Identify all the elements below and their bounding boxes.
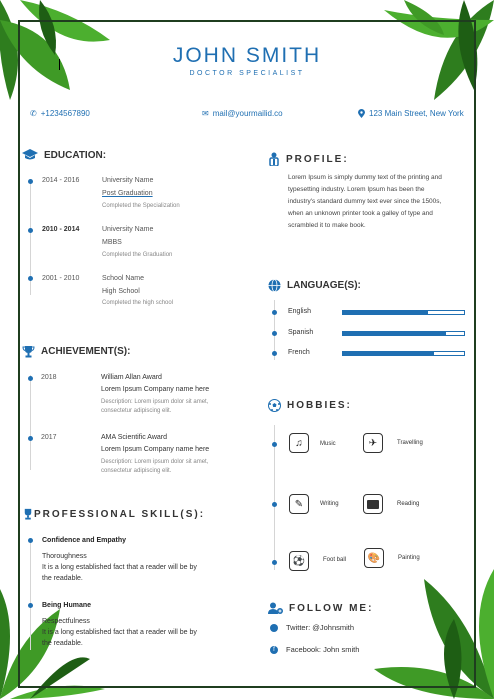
timeline-dot — [272, 351, 277, 356]
profile-line: industry's standard dummy text ever since the 1500s, — [288, 198, 442, 205]
achievement-company: Lorem Ipsum Company name here — [101, 386, 210, 393]
achievement-description: Description: Lorem ipsum dolor sit amet, — [101, 399, 209, 405]
profile-line: when an unknown printer took a galley of type and — [288, 210, 433, 217]
soccer-ball-icon — [268, 399, 281, 412]
facebook-handle: Facebook: John smith — [286, 645, 360, 654]
language-level-fill — [343, 332, 446, 335]
hobby-label: Music — [320, 441, 336, 447]
follow-heading-text: FOLLOW ME: — [289, 603, 374, 614]
achievement-description: consectetur adipiscing elit. — [101, 468, 172, 474]
education-years: 2014 - 2016 — [42, 177, 80, 184]
education-years: 2001 - 2010 — [42, 275, 80, 282]
twitter-handle: Twitter: @Johnsmith — [286, 623, 355, 632]
language-level-bar — [342, 331, 465, 336]
achievement-heading — [22, 345, 130, 358]
hobbies-heading-text: HOBBIES: — [287, 400, 352, 411]
achievement-timeline — [30, 375, 31, 470]
timeline-dot — [272, 331, 277, 336]
skill-description: It is a long established fact that a reader will be by — [42, 564, 197, 571]
education-degree: Post Graduation — [102, 190, 153, 197]
education-heading — [22, 149, 106, 161]
education-degree: High School — [102, 288, 140, 295]
follow-heading — [268, 602, 373, 615]
phone-contact — [30, 109, 90, 118]
achievement-heading-text: ACHIEVEMENT(S): — [41, 346, 131, 357]
football-icon: ⚽ — [289, 551, 309, 571]
profile-heading — [268, 152, 349, 166]
hobby-label: Foot ball — [323, 557, 347, 563]
language-heading-text: LANGUAGE(S): — [287, 280, 361, 291]
facebook-icon: f — [270, 646, 278, 654]
language-level-fill — [343, 311, 428, 314]
skill-description: It is a long established fact that a reader will be by — [42, 629, 197, 636]
globe-icon — [268, 279, 281, 292]
timeline-dot — [272, 502, 277, 507]
address-text: 123 Main Street, New York — [369, 109, 464, 118]
skills-heading-text: PROFESSIONAL SKILL(S): — [34, 508, 206, 520]
trophy-icon — [22, 345, 35, 358]
plane-icon: ✈ — [363, 433, 383, 453]
profile-text — [288, 172, 464, 232]
email-contact[interactable] — [202, 109, 283, 118]
twitter-link[interactable] — [270, 623, 354, 632]
timeline-dot — [28, 276, 33, 281]
education-years: 2010 - 2014 — [42, 226, 80, 233]
education-note: Completed the high school — [102, 300, 174, 306]
timeline-dot — [28, 538, 33, 543]
timeline-dot — [272, 560, 277, 565]
achievement-company: Lorem Ipsum Company name here — [101, 446, 210, 453]
achievement-award: William Allan Award — [101, 374, 162, 381]
language-name: French — [288, 349, 310, 356]
hobby-label: Writing — [320, 501, 339, 507]
education-note: Completed the Graduation — [102, 252, 173, 258]
hobby-label: Travelling — [397, 440, 423, 446]
phone-icon: ✆ — [30, 109, 37, 118]
timeline-dot — [28, 228, 33, 233]
education-institution: University Name — [102, 226, 154, 233]
language-name: English — [288, 308, 311, 315]
skill-subtitle: Respectfulness — [42, 618, 90, 625]
timeline-dot — [272, 310, 277, 315]
language-level-bar — [342, 310, 465, 315]
language-level-fill — [343, 352, 434, 355]
achievement-description: consectetur adipiscing elit. — [101, 408, 172, 414]
language-name: Spanish — [288, 329, 314, 336]
profile-line: typesetting industry. Lorem Ipsum has been the — [288, 186, 425, 193]
twitter-icon — [270, 624, 278, 632]
skills-timeline — [30, 540, 31, 650]
language-level-bar — [342, 351, 465, 356]
followers-icon — [268, 602, 283, 615]
palette-icon: 🎨 — [364, 548, 384, 568]
timeline-dot — [28, 436, 33, 441]
education-institution: School Name — [102, 275, 145, 282]
language-heading — [268, 279, 361, 292]
achievement-award: AMA Scientific Award — [101, 434, 168, 441]
mail-icon: ✉ — [202, 109, 209, 118]
skill-description: the readable. — [42, 640, 83, 647]
phone-text: +1234567890 — [40, 109, 90, 118]
graduation-cap-icon — [22, 149, 38, 161]
hobbies-heading — [268, 399, 352, 412]
person-icon — [268, 152, 280, 166]
trophy-icon — [22, 508, 34, 520]
profile-line: scrambled it to make book. — [288, 222, 366, 229]
email-text: mail@yourmailid.co — [212, 109, 283, 118]
timeline-dot — [28, 376, 33, 381]
facebook-link[interactable] — [270, 645, 359, 654]
education-degree: MBBS — [102, 239, 122, 246]
hobby-label: Reading — [397, 501, 420, 507]
profile-line: Lorem Ipsum is simply dummy text of the printing and — [288, 174, 442, 181]
achievement-description: Description: Lorem ipsum dolor sit amet, — [101, 459, 209, 465]
skill-subtitle: Thoroughness — [42, 553, 87, 560]
book-icon — [363, 494, 383, 514]
timeline-dot — [28, 179, 33, 184]
timeline-dot — [28, 603, 33, 608]
skill-description: the readable. — [42, 575, 83, 582]
hobby-label: Painting — [398, 555, 420, 561]
achievement-year: 2018 — [41, 374, 57, 381]
education-note: Completed the Specialization — [102, 203, 180, 209]
skill-title: Confidence and Empathy — [42, 537, 127, 544]
achievement-year: 2017 — [41, 434, 57, 441]
pen-icon: ✎ — [289, 494, 309, 514]
address-contact — [358, 109, 464, 118]
timeline-dot — [272, 442, 277, 447]
skill-title: Being Humane — [42, 602, 92, 609]
name-heading: JOHN SMITH — [172, 44, 322, 67]
education-institution: University Name — [102, 177, 154, 184]
location-pin-icon — [358, 109, 365, 118]
profile-heading-text: PROFILE: — [286, 153, 349, 165]
job-title: DOCTOR SPECIALIST — [189, 70, 305, 77]
music-icon: ♫ — [289, 433, 309, 453]
education-heading-text: EDUCATION: — [44, 149, 107, 161]
skills-heading — [22, 508, 205, 520]
